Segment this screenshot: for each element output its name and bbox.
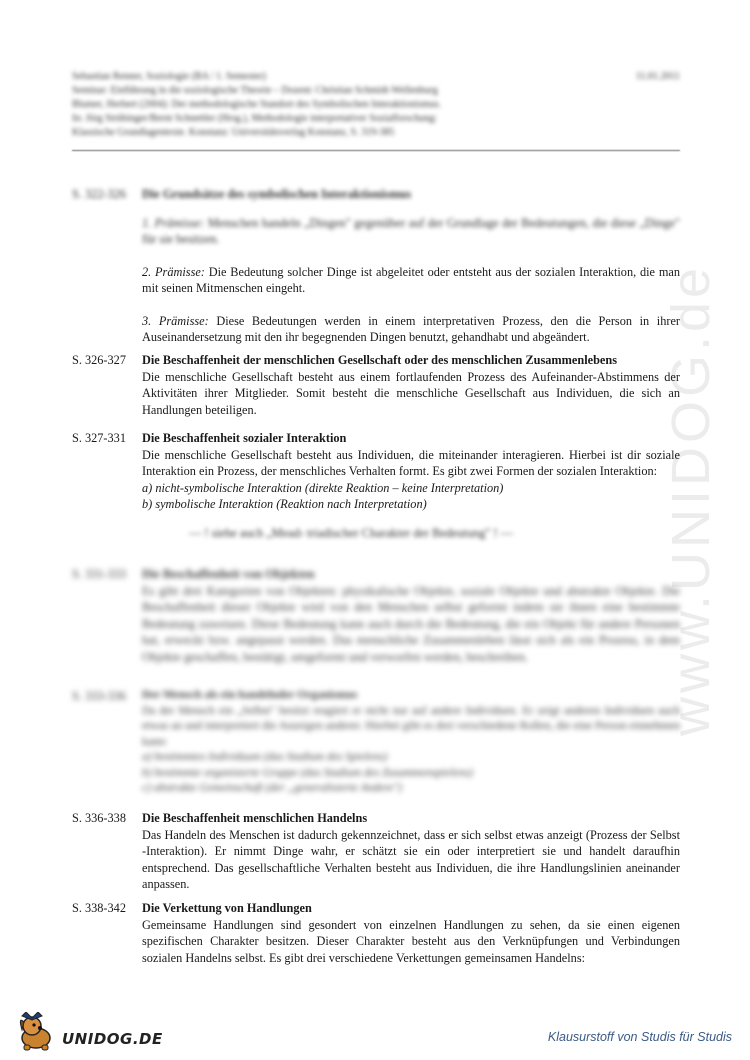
premise-label: 3. Prämisse: [142,313,209,328]
section-objekte [72,566,680,665]
section-pages: S. 338-342 [72,901,126,915]
section-note: — ! siehe auch „Mead› triadischer Charakter der Bedeutung" ! — [189,525,513,540]
section-pages: S. 336-338 [72,811,126,825]
section-mensch-organismus [72,688,680,797]
section-text: Das Handeln des Menschen ist dadurch gekennzeichnet, dass er sich selbst etwas anzeigt (Prozess der Selbst -Interaktion). Er nimmt Dinge wahr, er schätzt sie ein oder interpretiert sie und handelt daraufhin entsprechend. Das gesellschaftliche Verhalten besteht aus Individuen, die ihre Handlungslinien aneinander anpassen. [142,827,680,891]
header-line: In: Jörg Strübinger/Bernt Schnettler (Hrsg.), Methodologie interpretativer Sozialforschung: [72,113,438,124]
section-text: Gemeinsame Handlungen sind gesondert von einzelnen Handlungen zu sehen, da sie einen eigenen spezifischen Charakter besitzen. Dieser Charakter besteht aus den Verknüpfungen und Verbindungen sozialen Handelns selbst. Es gibt drei verschiedene Verkettungen gemeinsamen Handelns: [142,917,680,965]
header-divider [72,150,680,151]
list-item: a) bestimmtes Individuum (das Stadium des Spielens) [142,751,388,763]
logo-text: UNIDOG.DE [62,1030,163,1048]
premise-3 [142,313,680,346]
section-text: Da der Mensch ein „Selbst" besitzt reagiert er nicht nur auf andere Individuen. Er zeigt anderen Individuen auch etwas an und interpretiert die Anzeigen anderer. Hierbei gibt es drei verschiedene Rollen, die eine Person einnehmen kann: [142,704,680,748]
list-item: b) symbolische Interaktion (Reaktion nach Interpretation) [142,497,427,511]
section-pages: S. 322-326 [72,187,126,201]
section-title: Die Beschaffenheit sozialer Interaktion [142,431,347,445]
section-title: Die Verkettung von Handlungen [142,901,312,915]
section-pages: S. 327-331 [72,431,126,445]
section-soziale-interaktion [72,430,680,541]
header-line: Sebastian Renner, Soziologie (BA / 1. Semester) [72,71,267,82]
section-pages: S. 326-327 [72,353,126,367]
unidog-logo[interactable] [12,1012,162,1052]
premise-text: Menschen handeln „Dingen" gegenüber auf der Grundlage der Bedeutungen, die diese „Dinge" für sie besitzen. [142,215,681,246]
watermark: www.UNIDOG.de [661,263,721,737]
premise-text: Die Bedeutung solcher Dinge ist abgeleitet oder entsteht aus der sozialen Interaktion, die man mit seinen Mitmenschen eingeht. [142,264,681,295]
list-item: b) bestimmte organisierte Gruppe (das Stadium des Zusammenspielens) [142,766,473,779]
section-grundsaetze [72,186,680,346]
footer-tagline: Klausurstoff von Studis für Studis [547,1030,732,1044]
list-item: c) abstrakte Gemeinschaft (der „generalisierte Andere") [142,782,403,794]
premise-1 [142,215,680,248]
section-title: Der Mensch als ein handelnder Organismus [142,689,358,701]
dog-icon [12,1012,60,1052]
section-handeln [72,810,680,893]
premise-label: 2. Prämisse: [142,264,205,279]
section-pages: S. 333-336 [72,689,126,703]
section-gesellschaft [72,352,680,418]
list-item: a) nicht-symbolische Interaktion (direkte Reaktion – keine Interpretation) [142,480,504,495]
section-title: Die Beschaffenheit von Objekten [142,567,315,581]
section-title: Die Beschaffenheit der menschlichen Gesellschaft oder des menschlichen Zusammenlebens [142,353,618,367]
premise-label: 1. Prämisse: [142,215,205,230]
section-text: Die menschliche Gesellschaft besteht aus Individuen, die miteinander interagieren. Hierbei ist dir soziale Interaktion ein Prozess, der menschliches Verhalten formt. Es gibt zwei Formen der sozialen Interaktion: [142,447,680,478]
section-text: Es gibt drei Kategorien von Objekten: physikalische Objekte, soziale Objekte und abstrakte Objekte. Die Beschaffenheit dieser Objekte wird von den Menschen selbst geformt indem sie ihnen eine bestimmte Bedeutung zuweisen. Diese Bedeutung kann auch durch die Bedeutung, die ein Objekt für andere Personen hat, erweckt bzw. angepasst werden. Das menschliche Zusammenleben lässt sich als ein Prozess, in dem Objekte geschaffen, bestätigt, umgeformt und verworfen werden, beschreiben. [142,583,680,664]
section-title: Die Beschaffenheit menschlichen Handelns [142,811,368,825]
section-title: Die Grundsätze des symbolischen Interaktionismus [142,187,412,201]
section-pages: S. 331-333 [72,567,126,581]
premise-2 [142,264,680,297]
section-text: Die menschliche Gesellschaft besteht aus einem fortlaufenden Prozess des Aufeinander-Abstimmens der Aktivitäten ihrer Mitglieder. Somit besteht die menschliche Gesellschaft aus Individuen, die sich an Handlungen beteiligen. [142,369,680,417]
document-header [72,70,680,140]
section-verkettung [72,900,680,966]
header-line: Seminar: Einführung in die soziologische Theorie – Dozent: Christian Schmidt-Wellenburg [72,85,438,96]
premise-text: Diese Bedeutungen werden in einem interpretativen Prozess, den die Person in ihrer Auseinandersetzung mit den ihr begegnenden Dingen benutzt, gehandhabt und abgeändert. [142,313,680,344]
header-line: Klassische Grundlagentexte. Konstanz: Universitätsverlag Konstanz, S. 319-385 [72,127,395,138]
header-line: Blumer, Herbert (2004): Der methodologische Standort des Symbolischen Interaktionismus. [72,99,441,110]
header-date: 11.01.2011 [635,71,680,82]
